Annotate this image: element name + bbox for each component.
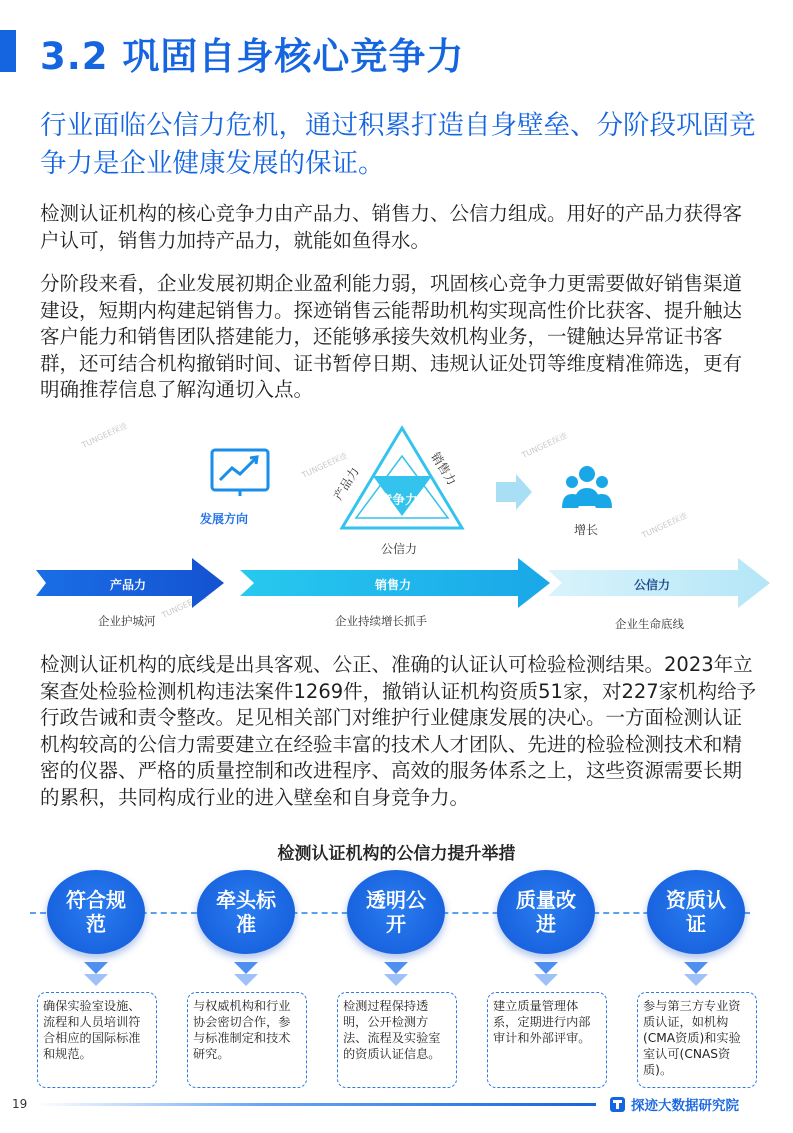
chevron-down-icon xyxy=(684,974,708,986)
footer-brand xyxy=(610,1094,739,1114)
arrow-label: 公信力 xyxy=(634,578,671,592)
measure-badge xyxy=(647,870,745,954)
watermark: TUNGEE探迹 xyxy=(80,421,129,450)
watermark: TUNGEE探迹 xyxy=(300,451,349,480)
footer-divider xyxy=(36,1103,596,1106)
paragraph-stages: 分阶段来看，企业发展初期企业盈利能力弱，巩固核心竞争力更需要做好销售渠道建设，短期内构建起销售力。探迹销售云能帮助机构实现高性价比获客、提升触达客户能力和销售团队搭建能力，还能够承接失效机构业务，一键触达异常证书客群，还可结合机构撤销时间、证书暂停日期、违规认证处罚等维度精准筛选，更有明确推荐信息了解沟通切入点。 xyxy=(40,272,743,401)
measure-name: 符合规范 xyxy=(66,888,126,936)
chevron-down-icon xyxy=(534,974,558,986)
watermark: TUNGEE探迹 xyxy=(640,511,689,540)
chevron-down-icon xyxy=(84,974,108,986)
triangle-center-label: 竞争力 xyxy=(380,492,418,507)
measure-name: 透明公开 xyxy=(366,888,426,936)
measures-title: 检测认证机构的公信力提升举措 xyxy=(277,844,516,864)
chevron-down-icon xyxy=(684,962,708,974)
page-title: 3.2 巩固自身核心竞争力 xyxy=(40,35,465,78)
arrow-caption: 企业持续增长抓手 xyxy=(335,614,427,628)
growth-label: 增长 xyxy=(574,523,599,537)
chevron-down-icon xyxy=(384,974,408,986)
chevron-down-icon xyxy=(534,962,558,974)
measure-description: 确保实验室设施、流程和人员培训符合相应的国际标准和规范。 xyxy=(37,992,157,1088)
brand-logo-icon xyxy=(610,1097,625,1112)
chevron-down-icon xyxy=(384,962,408,974)
measure-name: 牵头标准 xyxy=(216,888,276,936)
measure-badge xyxy=(47,870,145,954)
direction-label: 发展方向 xyxy=(200,512,249,526)
competence-diagram xyxy=(0,420,793,635)
chevron-down-icon xyxy=(234,962,258,974)
measure-description: 检测过程保持透明，公开检测方法、流程及实验室的资质认证信息。 xyxy=(337,992,457,1088)
people-group-icon xyxy=(562,466,612,508)
arrow-label: 产品力 xyxy=(110,578,147,592)
watermark: TUNGEE探迹 xyxy=(160,591,209,620)
triangle-left-label: 产品力 xyxy=(330,464,362,503)
measure-name: 质量改进 xyxy=(516,888,576,936)
trend-chart-icon xyxy=(212,450,268,496)
brand-name: 探迹大数据研究院 xyxy=(631,1098,739,1114)
chevron-down-icon xyxy=(234,974,258,986)
measure-description: 与权威机构和行业协会密切合作，参与标准制定和技术研究。 xyxy=(187,992,307,1088)
arrow-caption: 企业生命底线 xyxy=(615,617,684,631)
paragraph-core-competence: 检测认证机构的核心竞争力由产品力、销售力、公信力组成。用好的产品力获得客户认可，销售力加持产品力，就能如鱼得水。 xyxy=(40,202,743,252)
arrow-caption: 企业护城河 xyxy=(98,614,156,628)
chevron-down-icon xyxy=(84,962,108,974)
arrow-label: 销售力 xyxy=(375,578,412,592)
diagram-graphics xyxy=(0,420,793,635)
measure-badge xyxy=(497,870,595,954)
measure-badge xyxy=(197,870,295,954)
watermark: TUNGEE探迹 xyxy=(520,431,569,460)
measure-name: 资质认证 xyxy=(666,888,726,936)
measures-section xyxy=(0,870,793,1100)
measure-badge xyxy=(347,870,445,954)
triangle-bottom-label: 公信力 xyxy=(381,542,418,556)
section-subtitle: 行业面临公信力危机，通过积累打造自身壁垒、分阶段巩固竞争力是企业健康发展的保证。 xyxy=(40,110,756,179)
triangle-right-label: 销售力 xyxy=(428,449,460,488)
paragraph-credibility: 检测认证机构的底线是出具客观、公正、准确的认证认可检验检测结果。2023年立案查处检验检测机构违法案件1269件，撤销认证机构资质51家，对227家机构给予行政告诫和责令整改。足见相关部门对维护行业健康发展的决心。一方面检测认证机构较高的公信力需要建立在经验丰富的技术人才团队、先进的检验检测技术和精密的仪器、严格的质量控制和改进程序、高效的服务体系之上，这些资源需要长期的累积，共同构成行业的进入壁垒和自身竞争力。 xyxy=(40,653,757,809)
measure-description: 参与第三方专业资质认证，如机构(CMA资质)和实验室认可(CNAS资质)。 xyxy=(637,992,757,1088)
page-number: 19 xyxy=(12,1097,28,1111)
title-accent-bar xyxy=(0,30,16,72)
measure-description: 建立质量管理体系，定期进行内部审计和外部评审。 xyxy=(487,992,607,1088)
forward-arrow-icon xyxy=(496,474,532,510)
